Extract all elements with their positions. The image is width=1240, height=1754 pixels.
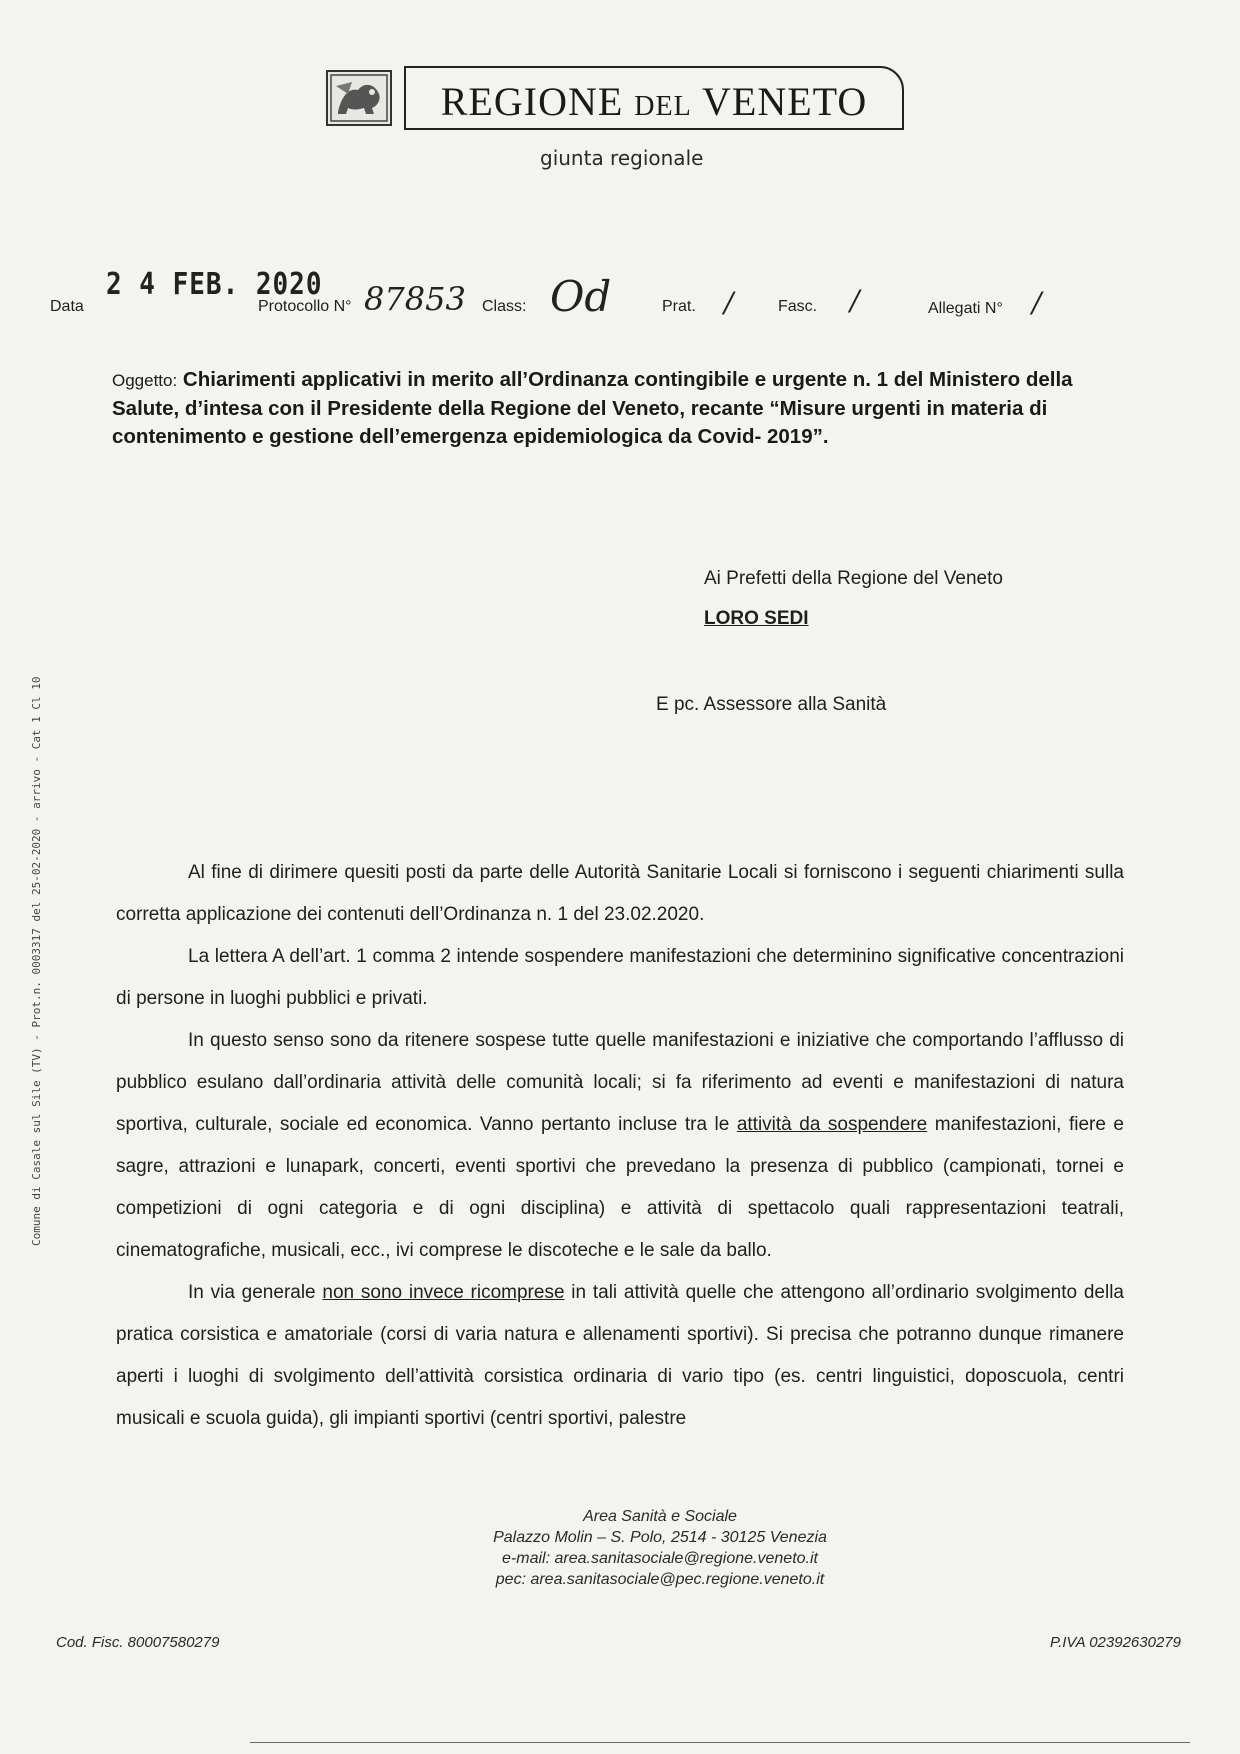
prat-value: /	[724, 286, 734, 319]
footer-email: e-mail: area.sanitasociale@regione.veneto.it	[502, 1550, 818, 1567]
fasc-label: Fasc.	[778, 298, 818, 315]
paragraph-3: In questo senso sono da ritenere sospese tutte quelle manifestazioni e iniziative che comportando l’afflusso di pubblico esulano dall’ordinaria attività delle comunità locali; si fa riferimento ad eventi e manifestazioni di natura sportiva, culturale, sociale ed economica. Vanno pertanto incluse tra le attività da sospendere manifestazioni, fiere e sagre, attrazioni e lunapark, concerti, eventi sportivi che prevedano la presenza di pubblico (campionati, tornei e competizioni di ogni categoria e di ogni disciplina) e attività di spettacolo quali rappresentazioni teatrali, cinematografiche, musicali, ecc., ivi comprese le discoteche e le sale da ballo.	[116, 1030, 1124, 1261]
date-stamp: 2 4 FEB. 2020	[106, 267, 323, 303]
partita-iva: P.IVA 02392630279	[1050, 1634, 1181, 1651]
lion-emblem-icon	[326, 70, 392, 126]
recipient-line-2: LORO SEDI	[704, 608, 809, 629]
protocollo-number: 87853	[364, 280, 466, 318]
paragraph-2: La lettera A dell’art. 1 comma 2 intende sospendere manifestazioni che determinino significative concentrazioni di persone in luoghi pubblici e privati.	[116, 946, 1124, 1009]
recipient-line-1: Ai Prefetti della Regione del Veneto	[704, 568, 1003, 589]
prat-label: Prat.	[662, 298, 696, 315]
fasc-value: /	[850, 284, 860, 317]
footer-area: Area Sanità e Sociale	[583, 1508, 737, 1525]
data-label: Data	[50, 298, 84, 315]
class-label: Class:	[482, 298, 527, 315]
protocol-side-stamp: Comune di Casale sul Sile (TV) - Prot.n. 0003317 del 25-02-2020 - arrivo - Cat 1 Cl 10	[30, 676, 43, 1246]
paragraph-4: In via generale non sono invece ricomprese in tali attività quelle che attengono all’ordinario svolgimento della pratica corsistica e amatoriale (corsi di varia natura e allenamenti sportivi). Si precisa che potranno dunque rimanere aperti i luoghi di svolgimento dell’attività corsistica ordinaria di vario tipo (es. centri linguistici, doposcuola, centri musicali e scuola guida), gli impianti sportivi (centri sportivi, palestre	[116, 1282, 1124, 1429]
subject-label: Oggetto:	[112, 371, 178, 390]
footer-address-line: Palazzo Molin – S. Polo, 2514 - 30125 Venezia	[493, 1529, 827, 1546]
codice-fiscale: Cod. Fisc. 80007580279	[56, 1634, 220, 1651]
regione-veneto-logo	[326, 66, 904, 132]
organization-title: REGIONE DEL VENETO	[440, 79, 868, 124]
cc-recipient: E pc. Assessore alla Sanità	[656, 694, 887, 715]
subject	[112, 366, 1122, 451]
subject-text: Chiarimenti applicativi in merito all’Ordinanza contingibile e urgente n. 1 del Ministero della Salute, d’intesa con il Presidente della Regione del Veneto, recante “Misure urgenti in materia di contenimento e gestione dell’emergenza epidemiologica da Covid- 2019”.	[112, 368, 1073, 448]
footer-pec: pec: area.sanitasociale@pec.regione.veneto.it	[495, 1571, 825, 1588]
class-value: Od	[550, 272, 612, 321]
giunta-subtitle: giunta regionale	[540, 146, 704, 170]
bottom-divider	[250, 1742, 1190, 1743]
title-box	[404, 66, 904, 130]
letter-body	[116, 852, 1124, 1440]
footer-address	[400, 1506, 920, 1590]
allegati-label: Allegati N°	[928, 300, 1003, 317]
allegati-value: /	[1032, 286, 1042, 319]
paragraph-1: Al fine di dirimere quesiti posti da parte delle Autorità Sanitarie Locali si forniscono i seguenti chiarimenti sulla corretta applicazione dei contenuti dell’Ordinanza n. 1 del 23.02.2020.	[116, 862, 1124, 925]
protocollo-label: Protocollo N°	[258, 298, 352, 315]
